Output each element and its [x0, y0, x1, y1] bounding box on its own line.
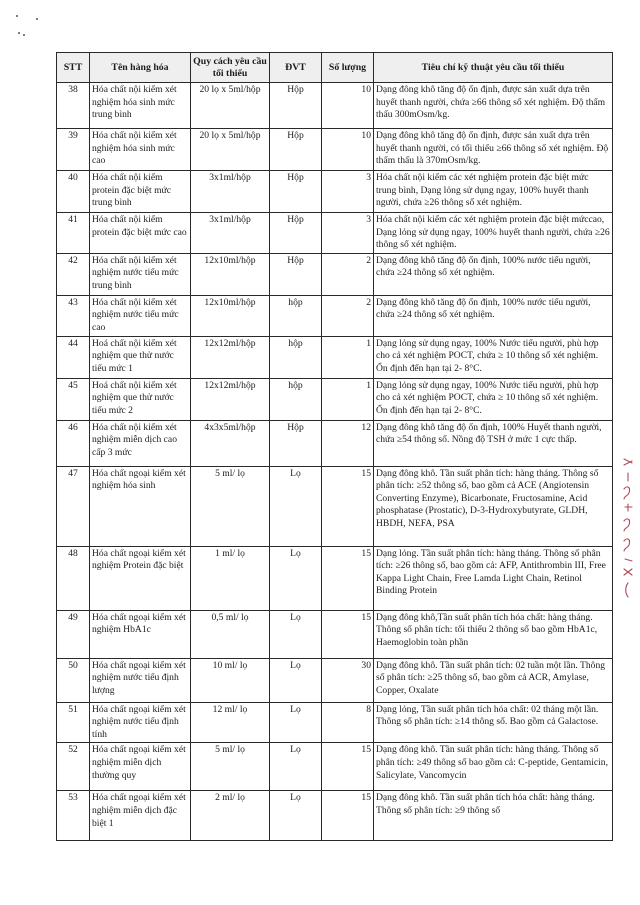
cell-name: Hóa chất nội kiểm protein đặc biệt mức trung bình: [90, 171, 191, 213]
cell-unit: Lọ: [270, 610, 322, 658]
cell-stt: 45: [57, 378, 90, 420]
cell-stt: 53: [57, 791, 90, 841]
table-row: [57, 253, 613, 295]
cell-name: Hóa chất nội kiểm xét nghiệm hóa sinh mức cao: [90, 129, 191, 171]
cell-unit: Lọ: [270, 702, 322, 743]
cell-requirement: Dạng đông khô tăng độ ổn định, 100% nước tiểu người, chứa ≥24 thông số xét nghiệm.: [374, 253, 613, 295]
table-row: [57, 378, 613, 420]
cell-spec: 10 ml/ lọ: [191, 658, 270, 702]
cell-requirement: Dạng lỏng sử dụng ngay, 100% Nước tiểu người, phù hợp cho cả xét nghiệm POCT, chứa ≥ 10 thông số xét nghiệm. Ổn định đến hạn tại 2- 8°C.: [374, 378, 613, 420]
table-row: [57, 791, 613, 841]
cell-stt: 40: [57, 171, 90, 213]
cell-stt: 48: [57, 546, 90, 610]
table-row: [57, 295, 613, 336]
cell-unit: hộp: [270, 378, 322, 420]
cell-requirement: Dạng đông khô tăng độ ổn định, được sản xuất dựa trên huyết thanh người, có tối thiểu ≥66 thông số xét nghiệm. Độ thẩm thấu là 370mOsm/kg.: [374, 129, 613, 171]
cell-qty: 2: [322, 253, 374, 295]
cell-unit: Lọ: [270, 743, 322, 791]
cell-unit: Hộp: [270, 129, 322, 171]
cell-name: Hóa chất nội kiểm protein đặc biệt mức cao: [90, 213, 191, 254]
cell-name: Hóa chất ngoại kiểm xét nghiệm miễn dịch đặc biệt 1: [90, 791, 191, 841]
cell-spec: 3x1ml/hộp: [191, 213, 270, 254]
cell-unit: Hộp: [270, 171, 322, 213]
cell-unit: Hộp: [270, 420, 322, 466]
cell-spec: 12x12ml/hộp: [191, 336, 270, 378]
scan-marks: [14, 12, 40, 42]
cell-unit: Hộp: [270, 83, 322, 129]
cell-name: Hóa chất ngoại kiểm xét nghiệm miễn dịch thường quy: [90, 743, 191, 791]
cell-stt: 41: [57, 213, 90, 254]
table-row: [57, 658, 613, 702]
header-stt: STT: [57, 53, 90, 83]
cell-qty: 3: [322, 213, 374, 254]
cell-qty: 15: [322, 466, 374, 546]
table-row: [57, 702, 613, 743]
cell-requirement: Dạng lỏng sử dụng ngay, 100% Nước tiểu người, phù hợp cho cả xét nghiệm POCT, chứa ≥ 10 thông số xét nghiệm. Ổn định đến hạn tại 2- 8°C.: [374, 336, 613, 378]
cell-qty: 2: [322, 295, 374, 336]
cell-spec: 5 ml/ lọ: [191, 466, 270, 546]
cell-name: Hóa chất ngoại kiểm xét nghiệm hóa sinh: [90, 466, 191, 546]
cell-spec: 0,5 ml/ lọ: [191, 610, 270, 658]
cell-requirement: Dạng đông khô tăng độ ổn định, 100% Huyết thanh người, chứa ≥54 thông số. Nồng độ TSH ở mức 1 cực thấp.: [374, 420, 613, 466]
cell-qty: 10: [322, 129, 374, 171]
table-row: [57, 213, 613, 254]
cell-unit: hộp: [270, 336, 322, 378]
cell-unit: Hộp: [270, 213, 322, 254]
cell-requirement: Dạng đông khô tăng độ ổn định, được sản xuất dựa trên huyết thanh người, chứa ≥66 thông số xét nghiệm. Độ thẩm thấu 300mOsm/kg.: [374, 83, 613, 129]
cell-requirement: Hóa chất nội kiểm các xét nghiệm protein đặc biệt mức trung bình, Dạng lỏng sử dụng ngay, 100% huyết thanh người, chứa ≥26 thông số xét nghiệm.: [374, 171, 613, 213]
table-row: [57, 610, 613, 658]
cell-requirement: Dạng lỏng, Tần suất phân tích hóa chất: 02 tháng một lần. Thông số phân tích: ≥14 thông số. Bao gồm cả Galactose.: [374, 702, 613, 743]
cell-spec: 12 ml/ lọ: [191, 702, 270, 743]
cell-stt: 47: [57, 466, 90, 546]
cell-stt: 46: [57, 420, 90, 466]
cell-name: Hóa chất nội kiểm xét nghiệm miễn dịch cao cấp 3 mức: [90, 420, 191, 466]
cell-qty: 15: [322, 743, 374, 791]
table-row: [57, 466, 613, 546]
cell-stt: 42: [57, 253, 90, 295]
cell-name: Hóa chất nội kiểm xét nghiệm nước tiểu mức cao: [90, 295, 191, 336]
header-qty: Số lượng: [322, 53, 374, 83]
table-row: [57, 546, 613, 610]
cell-stt: 43: [57, 295, 90, 336]
cell-qty: 8: [322, 702, 374, 743]
cell-requirement: Dạng đông khô tăng độ ổn định, 100% nước tiểu người, chứa ≥24 thông số xét nghiệm.: [374, 295, 613, 336]
cell-requirement: Dạng đông khô. Tần suất phân tích: 02 tuần một lần. Thông số phân tích: ≥25 thông số, bao gồm cả ACR, Amylase, Copper, Oxalate: [374, 658, 613, 702]
header-req: Tiêu chí kỹ thuật yêu cầu tối thiểu: [374, 53, 613, 83]
cell-requirement: Dạng đông khô. Tần suất phân tích: hàng tháng. Thông số phân tích: ≥52 thông số, bao gồm cả ACE (Angiotensin Converting Enzyme), Bicarbonate, Fructosamine, Acid phosphatase (Prostatic), D-3-Hydroxybutyrate, GLDH, HBDH, NEFA, PSA: [374, 466, 613, 546]
cell-qty: 15: [322, 791, 374, 841]
cell-requirement: Dạng đông khô. Tần suất phân tích hóa chất: hàng tháng. Thông số phân tích: ≥9 thông số: [374, 791, 613, 841]
cell-stt: 50: [57, 658, 90, 702]
cell-qty: 15: [322, 546, 374, 610]
cell-unit: Lọ: [270, 658, 322, 702]
cell-qty: 1: [322, 378, 374, 420]
cell-spec: 12x10ml/hộp: [191, 253, 270, 295]
cell-stt: 51: [57, 702, 90, 743]
cell-name: Hoá chất nội kiểm xét nghiệm que thử nước tiểu mức 1: [90, 336, 191, 378]
handwritten-side-note: [621, 455, 635, 605]
cell-stt: 38: [57, 83, 90, 129]
cell-qty: 1: [322, 336, 374, 378]
cell-name: Hoá chất nội kiểm xét nghiệm que thử nước tiểu mức 2: [90, 378, 191, 420]
cell-name: Hóa chất nội kiểm xét nghiệm nước tiểu mức trung bình: [90, 253, 191, 295]
table-row: [57, 83, 613, 129]
cell-unit: Lọ: [270, 466, 322, 546]
cell-spec: 3x1ml/hộp: [191, 171, 270, 213]
cell-requirement: Dạng lỏng. Tần suất phân tích: hàng tháng. Thông số phân tích: ≥26 thông số, bao gồm cả: AFP, Antithrombin III, Free Kappa Light Chain, Free Lamda Light Chain, Retinol Binding Protein: [374, 546, 613, 610]
cell-unit: Lọ: [270, 546, 322, 610]
cell-unit: Lọ: [270, 791, 322, 841]
cell-spec: 12x12ml/hộp: [191, 378, 270, 420]
cell-spec: 4x3x5ml/hộp: [191, 420, 270, 466]
header-unit: ĐVT: [270, 53, 322, 83]
table-row: [57, 336, 613, 378]
cell-unit: Hộp: [270, 253, 322, 295]
cell-name: Hóa chất ngoại kiểm xét nghiệm HbA1c: [90, 610, 191, 658]
cell-qty: 15: [322, 610, 374, 658]
cell-spec: 20 lọ x 5ml/hộp: [191, 129, 270, 171]
cell-spec: 20 lọ x 5ml/hộp: [191, 83, 270, 129]
cell-unit: hộp: [270, 295, 322, 336]
table-row: [57, 171, 613, 213]
cell-stt: 49: [57, 610, 90, 658]
cell-name: Hóa chất nội kiểm xét nghiệm hóa sinh mức trung bình: [90, 83, 191, 129]
cell-requirement: Dạng đông khô. Tần suất phân tích: hàng tháng. Thông số phân tích: ≥49 thông số bao gồm cả: C-peptide, Gentamicin, Salicylate, Vancomycin: [374, 743, 613, 791]
cell-name: Hóa chất ngoại kiểm xét nghiệm Protein đặc biệt: [90, 546, 191, 610]
cell-name: Hóa chất ngoại kiểm xét nghiệm nước tiểu định lượng: [90, 658, 191, 702]
cell-stt: 44: [57, 336, 90, 378]
cell-spec: 12x10ml/hộp: [191, 295, 270, 336]
cell-qty: 3: [322, 171, 374, 213]
cell-requirement: Dạng đông khô,Tần suất phân tích hóa chất: hàng tháng. Thông số phân tích: tối thiểu 2 thông số bao gồm HbA1c, Haemoglobin toàn phần: [374, 610, 613, 658]
cell-qty: 12: [322, 420, 374, 466]
cell-spec: 2 ml/ lọ: [191, 791, 270, 841]
cell-stt: 39: [57, 129, 90, 171]
cell-qty: 30: [322, 658, 374, 702]
cell-spec: 5 ml/ lọ: [191, 743, 270, 791]
cell-qty: 10: [322, 83, 374, 129]
cell-stt: 52: [57, 743, 90, 791]
cell-requirement: Hóa chất nội kiểm các xét nghiệm protein đặc biệt mứccao, Dạng lỏng sử dụng ngay, 100% huyết thanh người, chứa ≥26 thông số xét nghiệm.: [374, 213, 613, 254]
table-header-row: [57, 53, 613, 83]
table-row: [57, 743, 613, 791]
cell-name: Hóa chất ngoại kiểm xét nghiệm nước tiểu định tính: [90, 702, 191, 743]
cell-spec: 1 ml/ lọ: [191, 546, 270, 610]
specification-table: [56, 52, 613, 841]
header-spec: Quy cách yêu cầu tối thiểu: [191, 53, 270, 83]
table-row: [57, 420, 613, 466]
table-row: [57, 129, 613, 171]
header-name: Tên hàng hóa: [90, 53, 191, 83]
